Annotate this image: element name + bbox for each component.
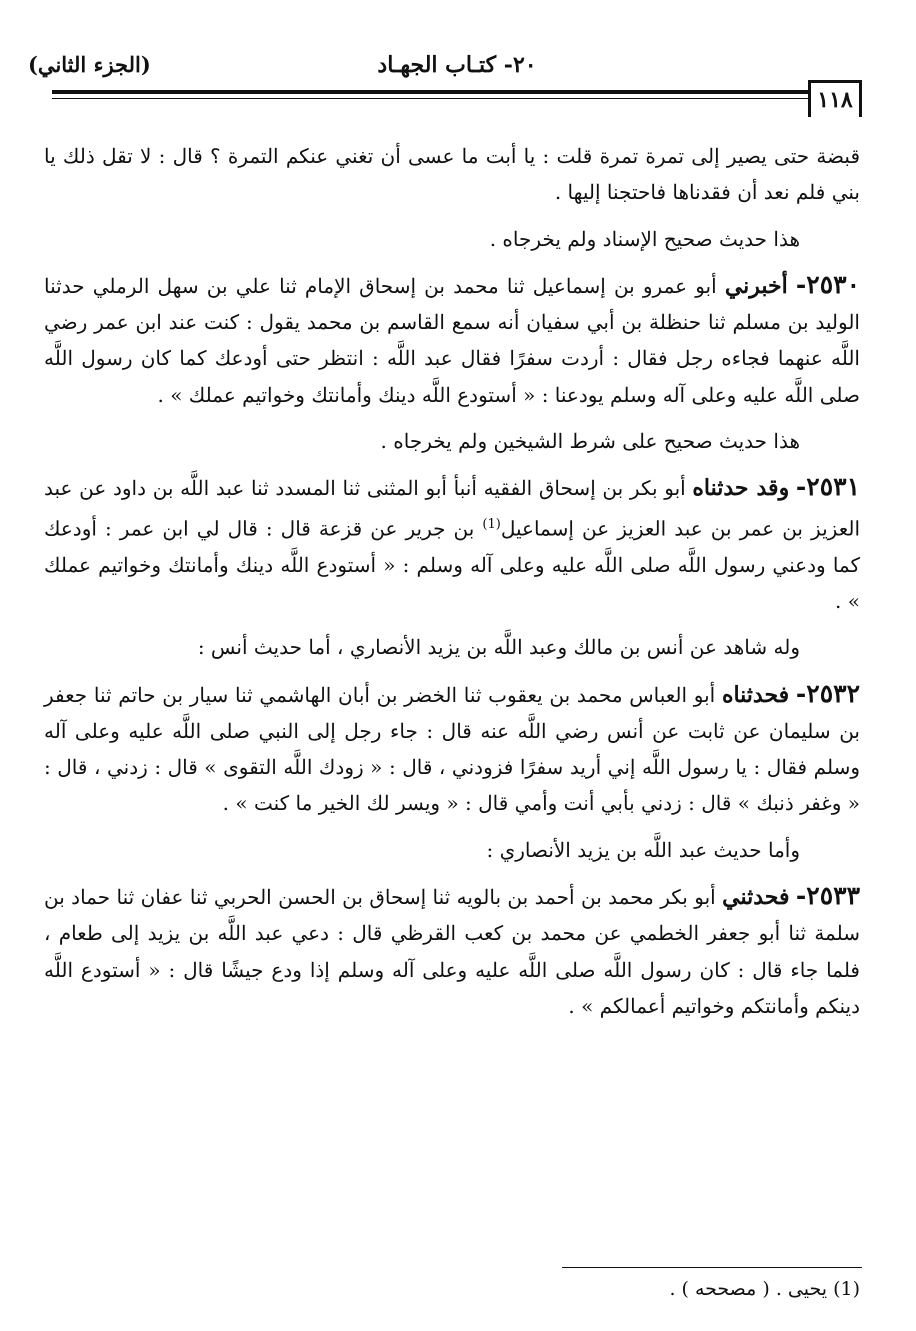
- narration-keyword: فحدثناه: [721, 681, 790, 708]
- header-rule-thin: [52, 98, 813, 99]
- hadith-text: أبو بكر بن إسحاق الفقيه أنبأ أبو المثنى ثنا المسدد ثنا عبد اللَّه بن داود عن عبد العزيز بن عمر بن عبد العزيز عن إسماعيل: [44, 476, 860, 541]
- grading-note: هذا حديث صحيح على شرط الشيخين ولم يخرجاه .: [380, 429, 800, 454]
- narration-keyword: فحدثني: [722, 884, 790, 910]
- hadith-2531: [44, 469, 860, 619]
- hadith-text: أبو العباس محمد بن يعقوب ثنا الخضر بن أبان الهاشمي ثنا سيار بن حاتم ثنا جعفر بن سليمان عن ثابت عن أنس رضي اللَّه عنه قال : جاء رجل إلى النبي صلى اللَّه عليه وعلى آله وسلم فقال : يا رسول اللَّه إني أريد سفرًا فزودني ، قال : « زودك اللَّه التقوى » قال : زدني ، قال : « وغفر ذنبك » قال : زدني بأبي أنت وأمي قال : « ويسر لك الخير ما كنت » .: [44, 682, 860, 816]
- hadith-2533: [44, 878, 860, 1024]
- grading-note: هذا حديث صحيح الإسناد ولم يخرجاه .: [489, 226, 800, 251]
- narration-keyword: أخبرني: [724, 272, 788, 299]
- hadith-number: ٢٥٣٣-: [795, 881, 861, 910]
- section-note: وأما حديث عبد اللَّه بن يزيد الأنصاري :: [486, 837, 800, 862]
- intro-paragraph: قبضة حتى يصير إلى تمرة تمرة قلت : يا أبت ما عسى أن تغني عنكم التمرة ؟ قال : لا تقل ذلك يا بني فلم نعد أن فقدناها فاحتجنا إليها .: [44, 144, 860, 205]
- header-rule-thick: [52, 90, 813, 94]
- hadith-text: بن جرير عن قزعة قال : قال لي ابن عمر : أودعك كما ودعني رسول اللَّه صلى اللَّه عليه وعلى آله وسلم : « أستودع اللَّه دينك وأمانتك وخواتيم عملك » .: [44, 516, 860, 613]
- hadith-number: ٢٥٣٢-: [795, 678, 861, 708]
- hadith-text: أبو عمرو بن إسماعيل ثنا محمد بن إسحاق الإمام ثنا علي بن سهل الرملي حدثنا الوليد بن مسلم ثنا حنظلة بن أبي سفيان أنه سمع القاسم بن محمد يقول : كنت عند ابن عمر رضي اللَّه عنهما فجاءه رجل فقال : أردت سفرًا فقال عبد اللَّه : انتظر حتى أودعك كما كان رسول اللَّه صلى اللَّه عليه وعلى آله وسلم يودعنا : « أستودع اللَّه دينك وأمانتك وخواتيم عملك » .: [44, 273, 860, 407]
- header-rule: [52, 90, 813, 114]
- page-header: [28, 52, 886, 92]
- page-number: ١١٨: [808, 80, 862, 117]
- footnote: (1) يحيى . ( مصححه ) .: [669, 1278, 860, 1300]
- shahid-note: وله شاهد عن أنس بن مالك وعبد اللَّه بن يزيد الأنصاري ، أما حديث أنس :: [197, 635, 800, 660]
- volume-label: (الجزء الثاني): [28, 52, 151, 77]
- hadith-2532: [44, 676, 860, 822]
- footnote-marker[interactable]: (1): [482, 516, 501, 532]
- chapter-title: ٢٠- كتـاب الجهـاد: [377, 52, 537, 78]
- footnote-rule: [562, 1267, 862, 1268]
- narration-keyword: وقد حدثناه: [692, 475, 790, 502]
- hadith-2530: [44, 267, 860, 413]
- hadith-text: أبو بكر محمد بن أحمد بن بالويه ثنا إسحاق بن الحسن الحربي ثنا عفان ثنا حماد بن سلمة ثنا أبو جعفر الخطمي عن محمد بن كعب القرظي قال : دعي عبد اللَّه بن يزيد إلى طعام ، فلما جاء قال : كان رسول اللَّه صلى اللَّه عليه وعلى آله وسلم إذا ودع جيشًا قال : « أستودع اللَّه دينكم وأمانتكم وخواتيم أعمالكم » .: [44, 885, 860, 1018]
- hadith-number: ٢٥٣١-: [795, 472, 860, 502]
- page-body: [44, 138, 860, 1024]
- hadith-number: ٢٥٣٠-: [795, 269, 861, 299]
